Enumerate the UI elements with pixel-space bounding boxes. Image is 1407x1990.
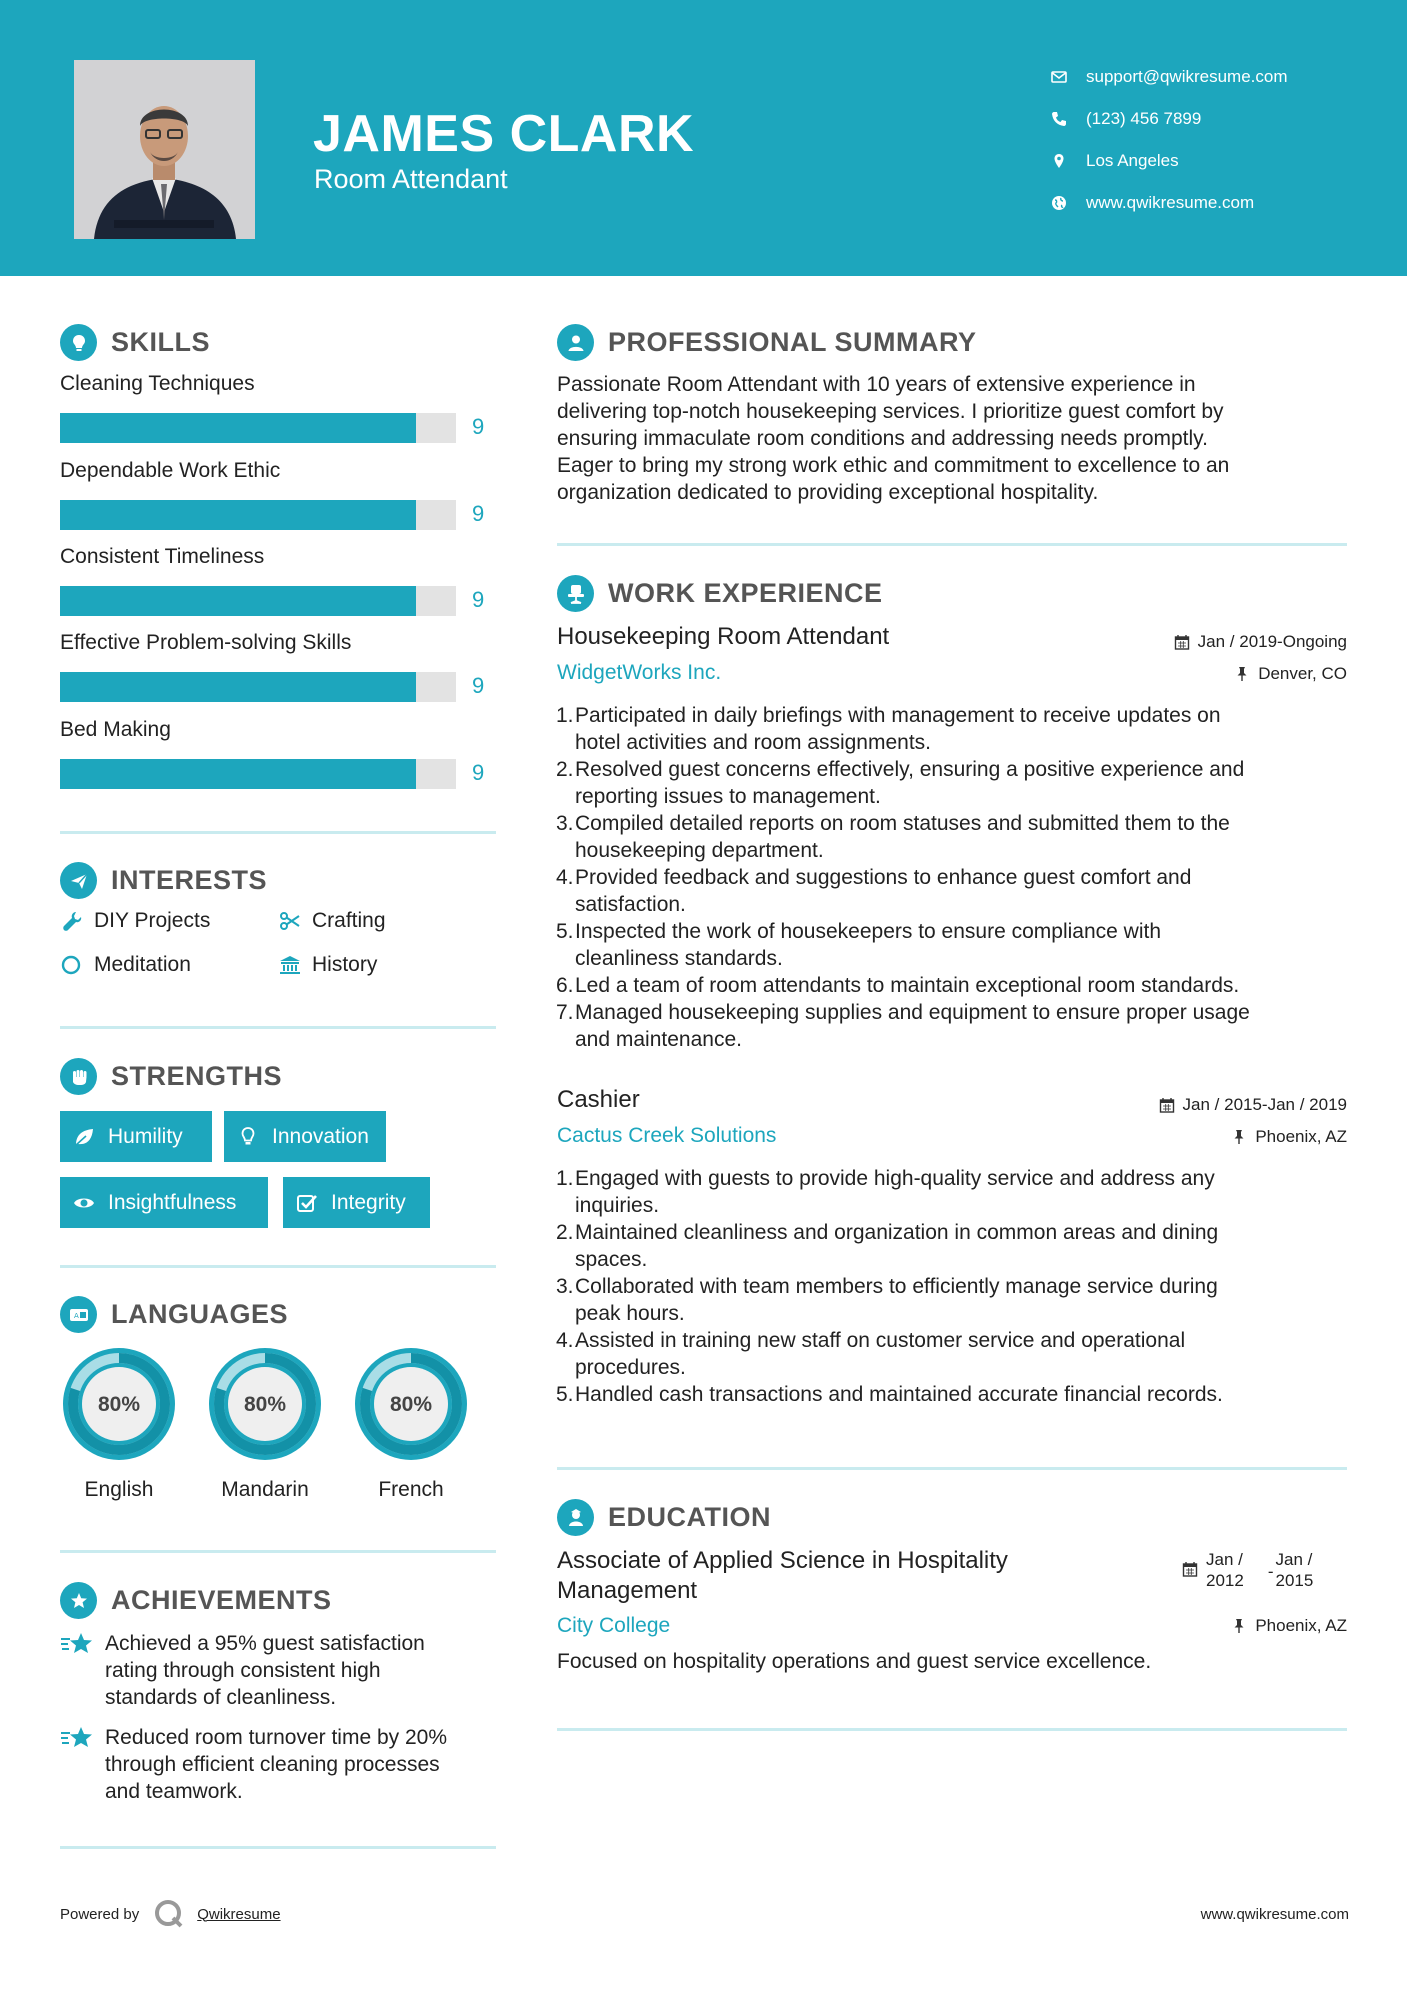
achievement-text — [105, 1630, 425, 1711]
summary-line: Passionate Room Attendant with 10 years of extensive experience in — [557, 373, 1196, 396]
contact-website[interactable] — [1050, 182, 1288, 224]
summary-line: Eager to bring my strong work ethic and commitment to excellence to an — [557, 454, 1230, 477]
duty-line: Participated in daily briefings with management to receive updates on — [575, 704, 1221, 727]
date-line: 2015 — [1275, 1571, 1314, 1590]
language-name: English — [84, 1478, 154, 1501]
achievements-heading — [60, 1582, 332, 1619]
summary-line: delivering top-notch housekeeping services. I prioritize guest comfort by — [557, 400, 1224, 423]
strength-label: Integrity — [331, 1190, 406, 1214]
language-percent: 80% — [97, 1393, 141, 1416]
job-title: Housekeeping Room Attendant — [557, 623, 890, 650]
language-icon — [60, 1296, 97, 1333]
language-item — [205, 1344, 325, 1502]
duty-item: 3. Collaborated with team members to efficiently manage service during peak hours. — [556, 1275, 1218, 1325]
duty-line: and maintenance. — [575, 1028, 742, 1051]
strength-label: Humility — [108, 1124, 183, 1148]
skill-item — [60, 631, 500, 711]
eye-icon — [72, 1191, 96, 1215]
duty-line: Collaborated with team members to efficiently manage service during — [575, 1275, 1218, 1298]
calendar-icon — [1182, 1561, 1198, 1577]
duty-item: 2. Maintained cleanliness and organization in common areas and dining spaces. — [556, 1221, 1219, 1271]
duty-line: Inspected the work of housekeepers to ensure compliance with — [575, 920, 1162, 943]
contact-location-text: Los Angeles — [1086, 151, 1179, 170]
job-dates-text: Jan / 2015-Jan / 2019 — [1182, 1095, 1347, 1114]
section-divider — [557, 543, 1347, 546]
interest-item — [278, 953, 377, 977]
degree-line: Associate of Applied Science in Hospitality — [557, 1547, 1008, 1574]
skill-bar — [60, 413, 456, 443]
duty-item: 2. Resolved guest concerns effectively, ensuring a positive experience and reporting issues to management. — [556, 758, 1245, 808]
duty-line: Provided feedback and suggestions to enhance guest comfort and — [575, 866, 1192, 889]
brand-link[interactable]: Qwikresume — [197, 1905, 281, 1923]
achievement-line: standards of cleanliness. — [105, 1686, 337, 1709]
summary-heading — [557, 324, 977, 361]
duty-line: spaces. — [575, 1248, 648, 1271]
skill-value: 9 — [472, 760, 485, 785]
star-badge-icon — [60, 1582, 97, 1619]
duty-item: 5. Inspected the work of housekeepers to ensure compliance with cleanliness standards. — [556, 920, 1162, 970]
lightbulb-icon — [60, 324, 97, 361]
profile-photo — [74, 60, 255, 239]
education-dates — [1182, 1549, 1313, 1591]
interest-item — [60, 909, 210, 933]
duty-line: Managed housekeeping supplies and equipment to ensure proper usage — [575, 1001, 1250, 1024]
calendar-icon — [1174, 634, 1190, 650]
language-percent: 80% — [389, 1393, 433, 1416]
summary-title: PROFESSIONAL SUMMARY — [608, 327, 977, 357]
experience-title: WORK EXPERIENCE — [608, 578, 883, 608]
skill-name: Cleaning Techniques — [60, 372, 255, 395]
skill-bar — [60, 759, 456, 789]
skill-bar-fill — [60, 500, 416, 530]
duty-line: Led a team of room attendants to maintain exceptional room standards. — [575, 974, 1240, 997]
contact-website-text: www.qwikresume.com — [1086, 193, 1255, 212]
contact-location — [1050, 140, 1288, 182]
skill-bar-fill — [60, 759, 416, 789]
job-dates-text: Jan / 2019-Ongoing — [1197, 632, 1347, 651]
duty-item: 1. Participated in daily briefings with management to receive updates on hotel activities and room assignments. — [556, 704, 1221, 754]
duty-line: Maintained cleanliness and organization in common areas and dining — [575, 1221, 1219, 1244]
language-donut — [59, 1344, 179, 1464]
language-name: French — [378, 1478, 444, 1501]
interest-item — [278, 909, 386, 933]
job-location — [1234, 664, 1347, 684]
duty-line: Handled cash transactions and maintained accurate financial records. — [575, 1383, 1223, 1406]
fist-icon — [60, 1058, 97, 1095]
duty-item: 3. Compiled detailed reports on room statuses and submitted them to the housekeeping department. — [556, 812, 1230, 862]
skill-value: 9 — [472, 673, 485, 698]
skills-heading — [60, 324, 210, 361]
strengths-heading — [60, 1058, 282, 1095]
achievement-line: Reduced room turnover time by 20% — [105, 1726, 447, 1749]
checkbox-icon — [295, 1191, 319, 1215]
achievement-item — [60, 1724, 500, 1805]
candidate-role: Room Attendant — [314, 164, 508, 194]
star-icon — [60, 1630, 94, 1660]
strength-tag — [60, 1177, 268, 1228]
duty-item: 1. Engaged with guests to provide high-quality service and address any inquiries. — [556, 1167, 1215, 1217]
duty-line: hotel activities and room assignments. — [575, 731, 932, 754]
pin-icon — [1231, 1129, 1247, 1145]
date-line: 2012 — [1206, 1571, 1244, 1590]
skill-bar-fill — [60, 586, 416, 616]
skill-item — [60, 545, 500, 625]
contact-email[interactable] — [1050, 56, 1288, 98]
duty-line: satisfaction. — [575, 893, 686, 916]
contact-email-text: support@qwikresume.com — [1086, 67, 1288, 86]
duty-line: Resolved guest concerns effectively, ensuring a positive experience and — [575, 758, 1245, 781]
skill-bar — [60, 500, 456, 530]
achievement-line: Achieved a 95% guest satisfaction — [105, 1632, 425, 1655]
duty-item: 4. Provided feedback and suggestions to enhance guest comfort and satisfaction. — [556, 866, 1192, 916]
achievement-line: rating through consistent high — [105, 1659, 381, 1682]
contact-phone-text: (123) 456 7899 — [1086, 109, 1202, 128]
header-banner — [0, 0, 1407, 276]
language-name: Mandarin — [221, 1478, 309, 1501]
duty-line: procedures. — [575, 1356, 686, 1379]
strength-tag — [60, 1111, 212, 1162]
location-icon — [1050, 152, 1068, 170]
summary-line: ensuring immaculate room conditions and addressing needs promptly. — [557, 427, 1208, 450]
skills-title: SKILLS — [111, 327, 211, 357]
duty-item: 6. Led a team of room attendants to maintain exceptional room standards. — [556, 974, 1240, 997]
language-donut — [205, 1344, 325, 1464]
section-divider — [60, 1265, 496, 1268]
section-divider — [60, 1846, 496, 1849]
interests-title: INTERESTS — [111, 865, 268, 895]
strength-label: Insightfulness — [108, 1190, 237, 1214]
skill-item — [60, 459, 500, 539]
company-name[interactable]: WidgetWorks Inc. — [557, 661, 722, 684]
skill-name: Dependable Work Ethic — [60, 459, 281, 482]
strength-tag — [224, 1111, 386, 1162]
skill-name: Consistent Timeliness — [60, 545, 265, 568]
star-icon — [60, 1724, 94, 1754]
date-separator: - — [1267, 1562, 1274, 1581]
date-line: Jan / — [1275, 1550, 1313, 1569]
education-description: Focused on hospitality operations and guest service excellence. — [557, 1650, 1152, 1673]
contact-list — [1050, 56, 1288, 224]
pin-icon — [1234, 666, 1250, 682]
section-divider — [60, 1550, 496, 1553]
strength-tag — [283, 1177, 430, 1228]
achievement-line: through efficient cleaning processes — [105, 1753, 440, 1776]
interest-item — [60, 953, 191, 977]
footer-powered-by — [60, 1898, 281, 1930]
degree-title — [557, 1546, 1008, 1606]
skill-value: 9 — [472, 501, 485, 526]
company-name[interactable]: Cactus Creek Solutions — [557, 1124, 777, 1147]
interest-label: Meditation — [94, 953, 191, 976]
job-dates — [1159, 1095, 1347, 1115]
pin-icon — [1231, 1618, 1247, 1634]
interest-label: History — [312, 953, 378, 976]
section-divider — [60, 1026, 496, 1029]
duty-line: housekeeping department. — [575, 839, 824, 862]
job-location-text: Phoenix, AZ — [1255, 1127, 1347, 1146]
skill-name: Bed Making — [60, 718, 171, 741]
duty-item: 5. Handled cash transactions and maintained accurate financial records. — [556, 1383, 1223, 1406]
duty-line: inquiries. — [575, 1194, 660, 1217]
job-dates — [1174, 632, 1347, 652]
contact-phone[interactable] — [1050, 98, 1288, 140]
phone-icon — [1050, 110, 1068, 128]
date-line: Jan / — [1206, 1550, 1243, 1569]
paper-plane-icon — [60, 862, 97, 899]
strength-label: Innovation — [272, 1124, 369, 1148]
languages-heading — [60, 1296, 288, 1333]
duty-line: Compiled detailed reports on room statuses and submitted them to the — [575, 812, 1230, 835]
education-location — [1231, 1616, 1347, 1636]
skill-name: Effective Problem-solving Skills — [60, 631, 352, 654]
language-item — [59, 1344, 179, 1502]
achievements-title: ACHIEVEMENTS — [111, 1585, 332, 1615]
skill-bar-fill — [60, 413, 416, 443]
leaf-icon — [72, 1125, 96, 1149]
skill-bar-fill — [60, 672, 416, 702]
duty-line: reporting issues to management. — [575, 785, 881, 808]
section-divider — [60, 831, 496, 834]
achievement-text — [105, 1724, 447, 1805]
education-date-start — [1206, 1549, 1244, 1591]
duty-item: 4. Assisted in training new staff on customer service and operational procedures. — [556, 1329, 1186, 1379]
job-title: Cashier — [557, 1086, 640, 1113]
duty-line: peak hours. — [575, 1302, 685, 1325]
duty-line: cleanliness standards. — [575, 947, 783, 970]
skill-item — [60, 372, 500, 452]
section-divider — [557, 1467, 1347, 1470]
summary-line: organization dedicated to providing exceptional hospitality. — [557, 481, 1099, 504]
education-title: EDUCATION — [608, 1502, 771, 1532]
strengths-title: STRENGTHS — [111, 1061, 283, 1091]
job-duties-list — [556, 1165, 1355, 1408]
language-donut — [351, 1344, 471, 1464]
footer-website[interactable]: www.qwikresume.com — [1200, 1906, 1349, 1923]
duty-item: 7. Managed housekeeping supplies and equipment to ensure proper usage and maintenance. — [556, 1001, 1250, 1051]
email-icon — [1050, 68, 1068, 86]
skill-value: 9 — [472, 587, 485, 612]
education-date-end — [1276, 1549, 1314, 1591]
circle-icon — [60, 953, 84, 977]
bank-icon — [278, 953, 302, 977]
globe-icon — [1050, 194, 1068, 212]
language-percent: 80% — [243, 1393, 287, 1416]
achievement-item — [60, 1630, 500, 1711]
degree-line: Management — [557, 1577, 698, 1604]
skill-bar — [60, 586, 456, 616]
job-duties-list — [556, 702, 1355, 1053]
interests-heading — [60, 862, 267, 899]
user-icon — [557, 324, 594, 361]
education-location-text: Phoenix, AZ — [1255, 1616, 1347, 1635]
chair-icon — [557, 575, 594, 612]
languages-title: LANGUAGES — [111, 1299, 289, 1329]
school-name[interactable]: City College — [557, 1614, 671, 1637]
graduate-icon — [557, 1499, 594, 1536]
interest-label: DIY Projects — [94, 909, 211, 932]
calendar-icon — [1159, 1097, 1175, 1113]
wrench-icon — [60, 909, 84, 933]
scissors-icon — [278, 909, 302, 933]
skill-value: 9 — [472, 414, 485, 439]
portrait-image — [74, 60, 255, 239]
language-item — [351, 1344, 471, 1502]
section-divider — [557, 1728, 1347, 1731]
skill-bar — [60, 672, 456, 702]
interest-label: Crafting — [312, 909, 386, 932]
svg-text:A: A — [73, 1311, 79, 1320]
achievement-line: and teamwork. — [105, 1780, 243, 1803]
duty-line: Assisted in training new staff on customer service and operational — [575, 1329, 1186, 1352]
qwikresume-logo-icon — [153, 1898, 185, 1930]
job-location-text: Denver, CO — [1258, 664, 1347, 683]
candidate-name: JAMES CLARK — [313, 105, 695, 163]
skill-item — [60, 718, 500, 798]
summary-text — [557, 371, 1347, 506]
job-location — [1231, 1127, 1347, 1147]
duty-line: Engaged with guests to provide high-quality service and address any — [575, 1167, 1215, 1190]
lightbulb-icon — [236, 1125, 260, 1149]
powered-by-label: Powered by — [60, 1905, 140, 1923]
education-heading — [557, 1499, 771, 1536]
experience-heading — [557, 575, 883, 612]
